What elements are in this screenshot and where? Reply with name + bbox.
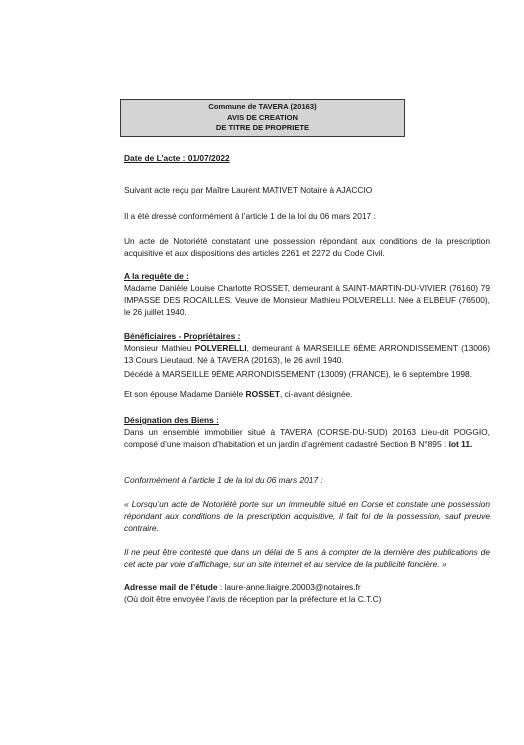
beneficiaire-2-text [124, 388, 490, 400]
beneficiaire-1-name: POLVERELLI [194, 343, 247, 353]
requete-heading: A la requête de : [124, 271, 189, 281]
commune-title: Commune de TAVERA (20163) [208, 102, 317, 111]
title-box [120, 99, 405, 137]
beneficiaire-1-deces: Décédé à MARSEILLE 9ÈME ARRONDISSEMENT (13009) (FRANCE), le 6 septembre 1998. [124, 369, 473, 379]
designation-section [124, 414, 490, 450]
quote-paragraph-2: Il ne peut être contesté que dans un délai de 5 ans à compter de la dernière des publications de cet acte par voie d’affichage, sur un site internet et au service de la publicité foncière. » [124, 547, 490, 569]
adresse-section [124, 581, 490, 605]
requete-text: Madame Danièle Louise Charlotte ROSSET, demeurant à SAINT-MARTIN-DU-VIVIER (76160) 79 IMPASSE DES ROCAILLES. Veuve de Monsieur Mathieu POLVERELLI. Née à ELBEUF (76500), le 26 juillet 1940. [124, 283, 490, 317]
suivant-acte-line: Suivant acte reçu par Maître Laurent MATIVET Notaire à AJACCIO [124, 185, 373, 195]
adresse-email: : laure-anne.liaigre.20003@notaires.fr [217, 582, 361, 592]
designation-text [124, 426, 490, 450]
beneficiaire-2-prefix: Et son épouse Madame Danièle [124, 389, 246, 399]
designation-heading: Désignation des Biens : [124, 415, 219, 425]
date-acte [124, 152, 490, 164]
beneficiaire-2-name: ROSSET [245, 389, 280, 399]
adresse-label: Adresse mail de l’étude [124, 582, 218, 592]
dresse-line: Il a été dressé conformément à l’article 1 de la loi du 06 mars 2017 : [124, 211, 376, 221]
titre-title: DE TITRE DE PROPRIETE [215, 123, 310, 132]
beneficiaires-heading: Bénéficiaires - Propriétaires : [124, 331, 241, 341]
designation-body: Dans un ensemble immobilier situé à TAVERA (CORSE-DU-SUD) 20163 Lieu-dit POGGIO, composé d’une maison d’habitation et un jardin d’agrément cadastré Section B N°895 : [124, 427, 490, 449]
quote-paragraph-1: « Lorsqu’un acte de Notoriété porte sur un immeuble situé en Corse et constate une possession répondant aux conditions de la prescription acquisitive, il fait foi de la possession, sauf preuve contraire. [124, 499, 490, 533]
acte-notoriete-paragraph: Un acte de Notoriété constatant une possession répondant aux conditions de la prescription acquisitive et aux dispositions des articles 2261 et 2272 du Code Civil. [124, 236, 490, 258]
beneficiaires-section [124, 330, 490, 400]
date-acte-label: Date de L’acte : 01/07/2022 [124, 153, 230, 163]
beneficiaire-1-prefix: Monsieur Mathieu [124, 343, 195, 353]
requete-section [124, 270, 490, 318]
avis-title: AVIS DE CREATION [226, 112, 299, 122]
adresse-note: (Où doit être envoyée l’avis de réception par la préfecture et la C.T.C) [124, 594, 382, 604]
beneficiaire-1-suffix: , demeurant à MARSEILLE 6ÈME ARRONDISSEMENT (13006) 13 Cours Lieutaud. Né à TAVERA (20163), le 26 avril 1940. [124, 343, 490, 365]
beneficiaire-2-suffix: , ci-avant désignée. [279, 389, 353, 399]
beneficiaire-1-text [124, 342, 490, 366]
conformement-line: Conformément à l’article 1 de la loi du 06 mars 2017 : [124, 475, 323, 485]
designation-lot: lot 11. [448, 439, 473, 449]
